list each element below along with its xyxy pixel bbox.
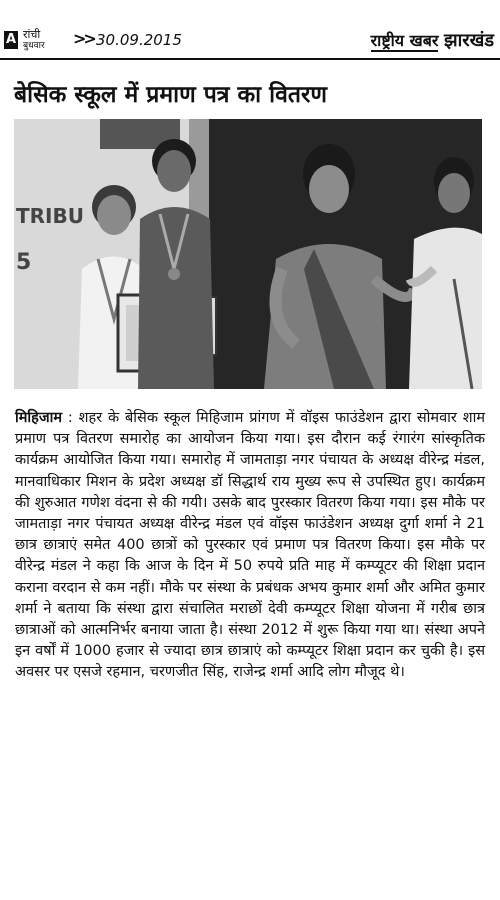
masthead-divider [0, 58, 500, 60]
article-text: : शहर के बेसिक स्कूल मिहिजाम प्रांगण में वॉइस फाउंडेशन द्वारा सोमवार शाम प्रमाण पत्र वितरण समारोह का आयोजन किया गया। इस दौरान कई रंगारंग सांस्कृतिक कार्यक्रम आयोजित किया गया। समारोह में जामताड़ा नगर पंचायत के अध्यक्ष वीरेन्द्र मंडल, मानवाधिकार मिशन के प्रदेश अध्यक्ष डॉ सिद्धार्थ राय मुख्य रूप से उपस्थित हुए। कार्यक्रम की शुरुआत गणेश वंदना से की गयी। उसके बाद पुरस्कार वितरण किया गया। इस मौके पर जामताड़ा नगर पंचायत अध्यक्ष वीरेन्द्र मंडल एवं वॉइस फाउंडेशन अध्यक्ष दुर्गा शर्मा ने 21 छात्र छात्राएं समेत 400 छात्रों को पुरस्कार एवं प्रमाण पत्र वितरण किया। इस मौके पर वीरेन्द्र मंडल ने कहा कि आज के दिन में 50 रुपये प्रति माह में कम्प्यूटर की शिक्षा प्रदान कराना वरदान से कम नहीं। मौके पर संस्था के प्रबंधक अभय कुमार शर्मा और अमित कुमार शर्मा ने बताया कि संस्था द्वारा संचालित मराछों देवी कम्प्यूटर शिक्षा योजना में गरीब छात्र छात्राओं को आत्मनिर्भर बनाया जाता है। संस्था 2012 में शुरू किया गया था। संस्था अपने इन वर्षों में 1000 हजार से ज्यादा छात्र छात्राएं को कम्प्यूटर शिक्षा प्रदान कर चुकी है। इस अवसर पर एसजे रहमान, चरणजीत सिंह, राजेन्द्र शर्मा आदि लोग मौजूद थे। [15, 410, 485, 681]
article-body [15, 408, 485, 684]
double-chevron-icon: >> [73, 29, 94, 48]
edition-date: 30.09.2015 [96, 31, 182, 49]
paper-name-title: राष्ट्रीय खबर [370, 31, 439, 50]
article-dateline: मिहिजाम [15, 410, 63, 426]
newspaper-logo: A [5, 32, 17, 47]
masthead [0, 0, 500, 62]
day-label: बुधवार [23, 41, 45, 51]
news-photo [14, 119, 482, 389]
banner-text: TRIBU [16, 204, 84, 228]
headline: बेसिक स्कूल में प्रमाण पत्र का वितरण [14, 82, 328, 108]
paper-name-edition: झारखंड [444, 30, 494, 51]
city-label: रांची [23, 28, 41, 41]
banner-digit: 5 [16, 250, 32, 275]
paper-name [371, 32, 494, 52]
